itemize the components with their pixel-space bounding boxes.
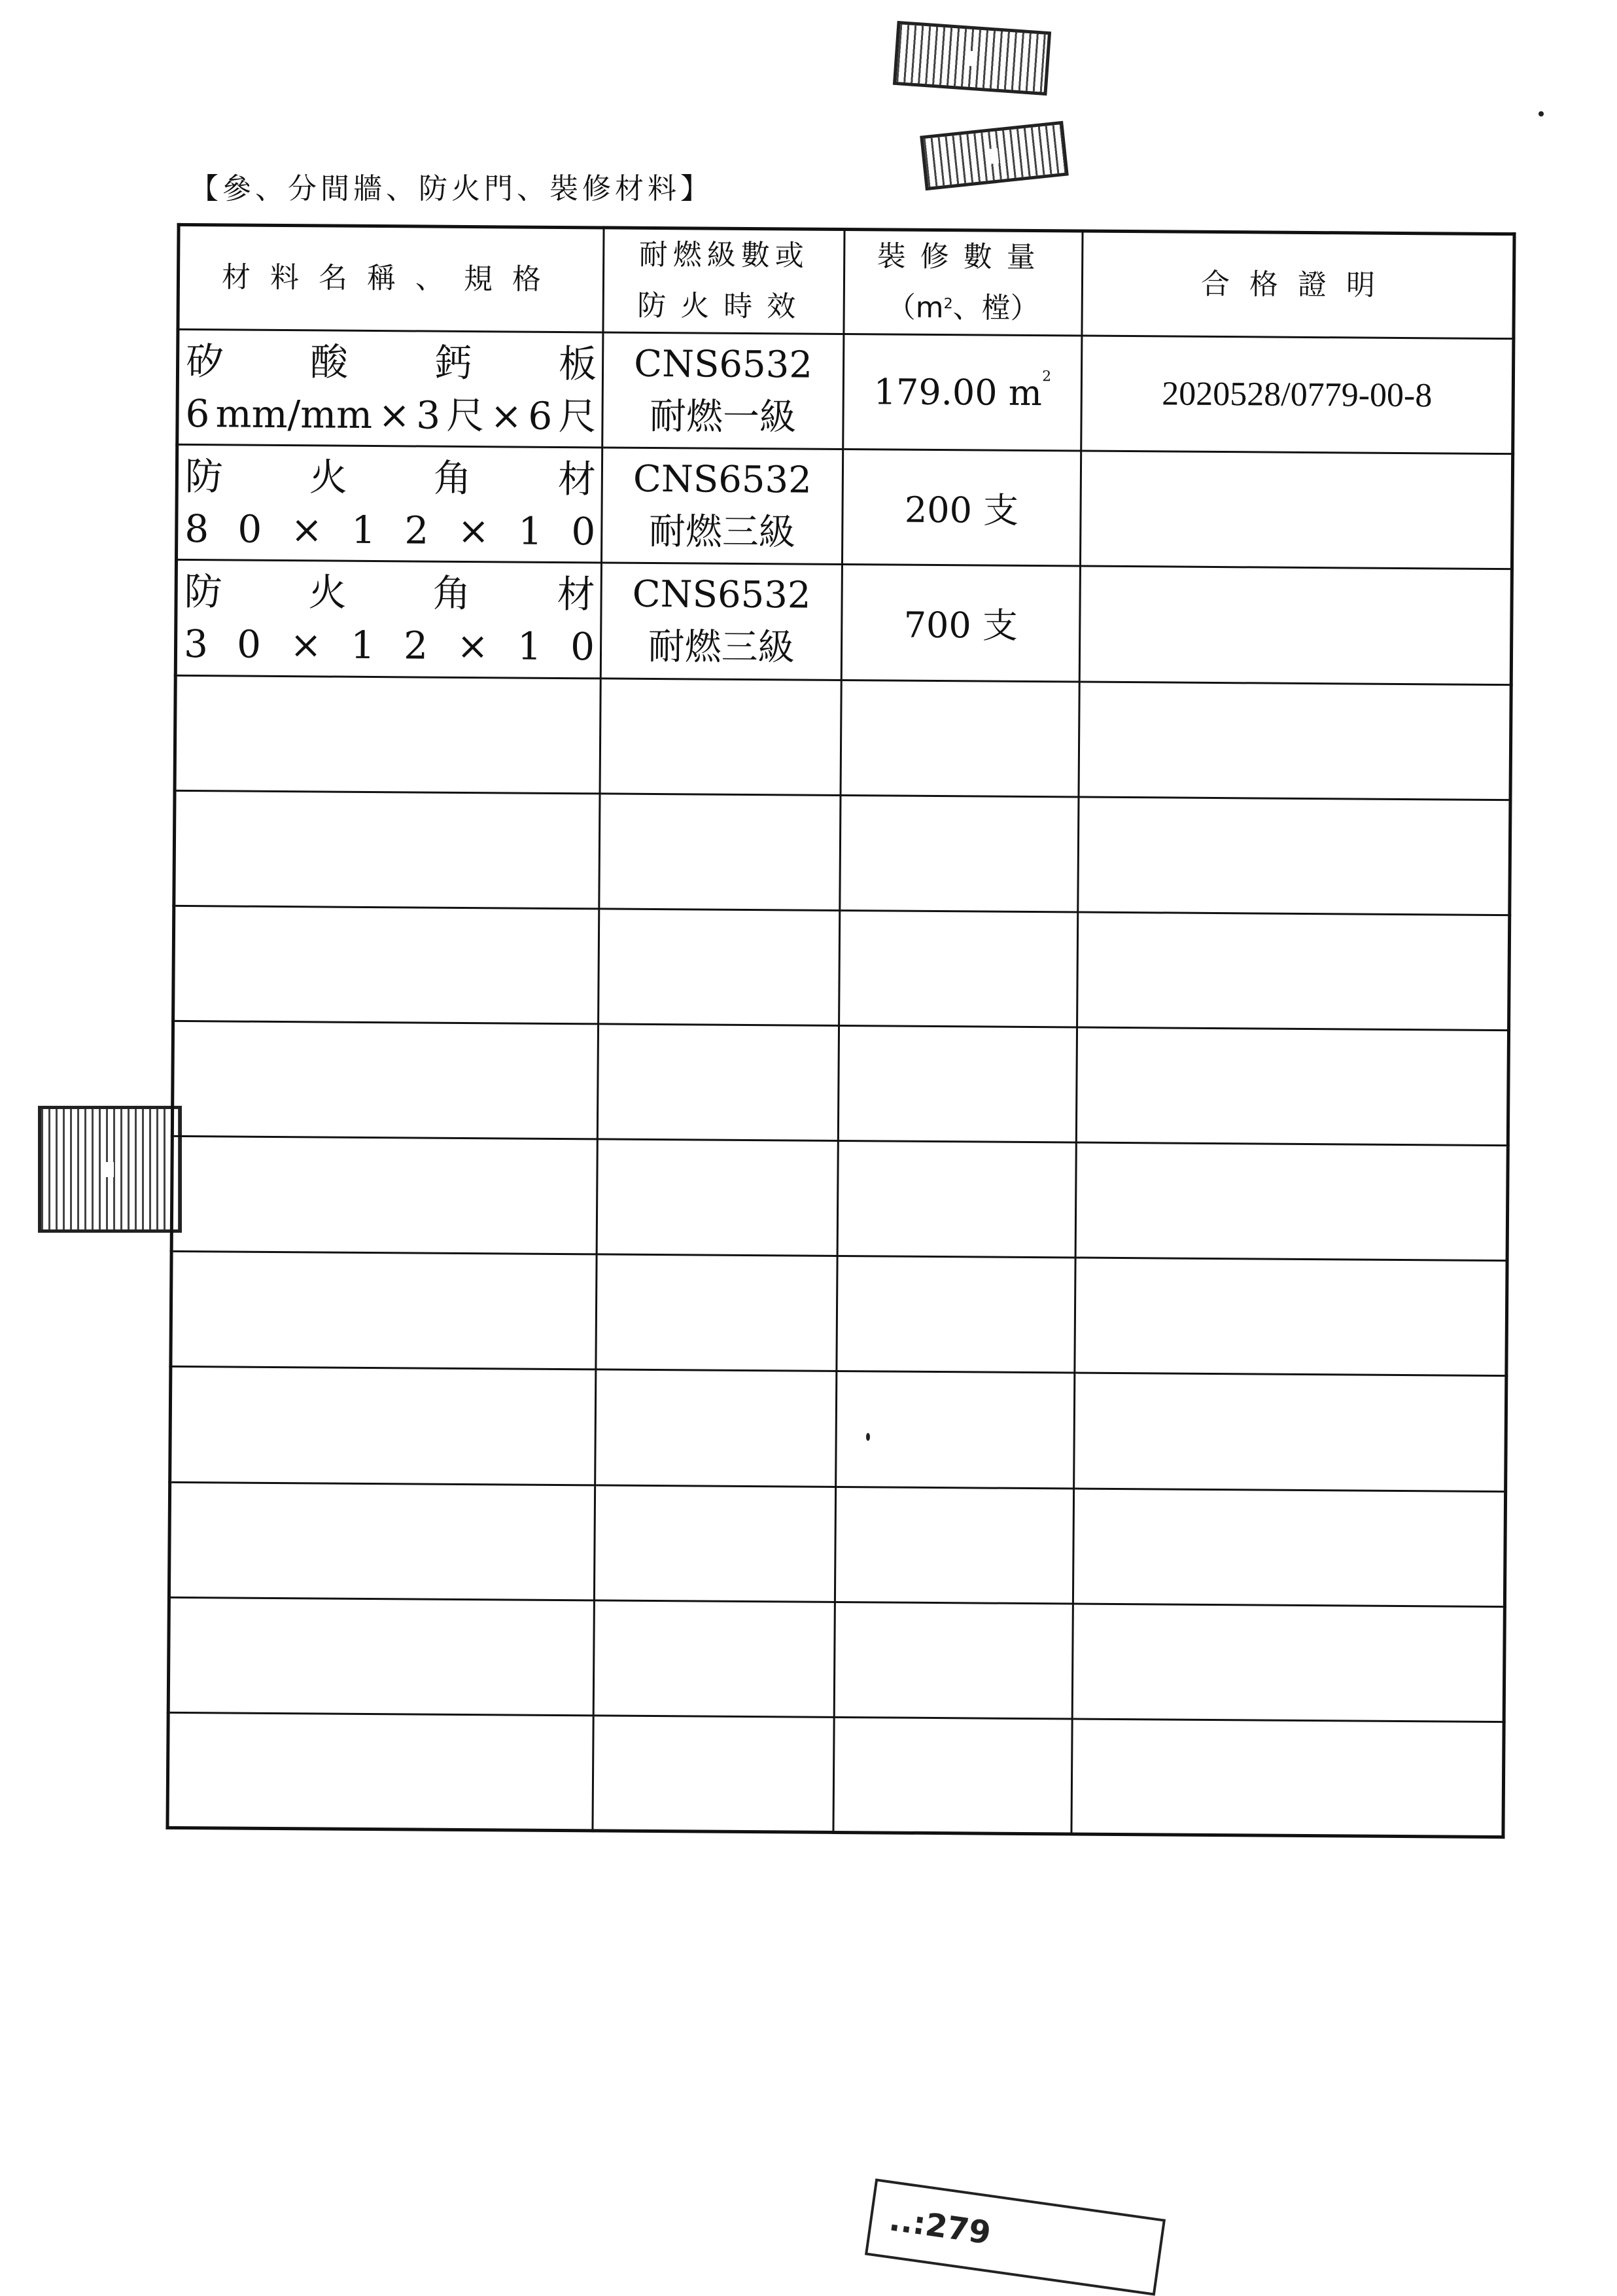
- table-header-row: [178, 224, 1514, 338]
- table-row: [171, 1252, 1507, 1376]
- table-row: [171, 1136, 1508, 1260]
- material-name-glyph: 防: [184, 565, 222, 618]
- material-name-glyph: ×: [290, 503, 322, 556]
- fire-rating-cell: [593, 1600, 835, 1718]
- material-name-glyph: 材: [558, 453, 597, 505]
- header-certificate: 合格證明: [1082, 231, 1514, 339]
- material-name-glyph: 矽: [186, 335, 224, 387]
- material-name-glyph: 6: [528, 389, 552, 442]
- header-fire-rating-line2: 防火時效: [604, 281, 843, 334]
- material-name-glyph: 3: [416, 389, 440, 441]
- material-name-glyph: 0: [237, 618, 261, 671]
- material-name-glyph: 尺: [446, 389, 485, 441]
- material-name-line: [177, 618, 600, 673]
- material-name-glyph: 防: [185, 450, 224, 503]
- material-name-glyph: 1: [517, 620, 542, 673]
- header-quantity-line1: 裝修數量: [845, 231, 1082, 284]
- quantity-cell: [836, 1371, 1075, 1489]
- table-row: [174, 790, 1510, 915]
- material-name-glyph: 6: [185, 387, 209, 440]
- material-name-glyph: 3: [184, 618, 208, 670]
- material-name-glyph: 0: [570, 620, 595, 673]
- cns-standard: CNS6532: [604, 338, 843, 392]
- cns-standard: CNS6532: [603, 453, 843, 507]
- material-name-glyph: 1: [518, 504, 542, 557]
- quantity-cell: [840, 795, 1079, 912]
- scan-speck: [1539, 111, 1544, 116]
- certificate-cell: [1075, 1258, 1507, 1376]
- material-name-cell: [173, 906, 599, 1024]
- fire-rating-cell: [593, 1716, 834, 1833]
- material-name-glyph: ×: [457, 504, 489, 557]
- table-row: [172, 1021, 1508, 1145]
- header-quantity: [844, 230, 1083, 336]
- fire-rating-cell: [597, 1024, 839, 1141]
- certificate-cell: [1071, 1719, 1504, 1837]
- material-name-cell: [169, 1482, 595, 1600]
- material-name-glyph: ×: [290, 618, 322, 671]
- material-name-line: [178, 503, 601, 558]
- quantity-value: 200 支: [905, 489, 1019, 531]
- material-name-cell: [171, 1252, 597, 1370]
- material-name-glyph: 板: [559, 338, 597, 390]
- material-name-glyph: 8: [184, 503, 209, 555]
- stamp-top-2: [920, 121, 1069, 191]
- quantity-cell: [837, 1141, 1076, 1258]
- material-name-cell: [175, 675, 600, 794]
- material-name-glyph: 火: [309, 451, 348, 503]
- material-name-line: [179, 450, 602, 506]
- material-name-glyph: 角: [434, 451, 472, 504]
- table-row: [177, 330, 1514, 454]
- material-name-line: [177, 565, 600, 621]
- materials-table: [165, 223, 1516, 1839]
- header-fire-rating: [603, 228, 844, 334]
- stamp-left-mark: [106, 1162, 114, 1177]
- certificate-cell: [1080, 451, 1512, 569]
- quantity-cell: [835, 1487, 1073, 1604]
- material-name-glyph: ×: [378, 389, 410, 441]
- certificate-cell: [1076, 1027, 1508, 1146]
- certificate-cell: [1079, 566, 1512, 684]
- material-name-glyph: mm/mm: [215, 387, 372, 441]
- material-name-glyph: 尺: [558, 390, 597, 442]
- stamp-left-margin: [38, 1106, 182, 1233]
- cns-standard: CNS6532: [602, 568, 841, 622]
- header-quantity-line2: （$m^2$、樘）: [844, 282, 1081, 335]
- material-name-cell: [168, 1597, 594, 1716]
- certificate-number: 2020528/0779-00-8: [1162, 376, 1432, 415]
- material-name-glyph: 2: [404, 619, 428, 671]
- material-name-glyph: 1: [351, 504, 375, 556]
- quantity-cell: [841, 565, 1080, 682]
- table-row: [168, 1597, 1504, 1722]
- fire-rating-cell: [601, 448, 843, 565]
- scan-speck: [866, 1433, 870, 1441]
- material-name-cell: [174, 790, 600, 909]
- fire-rating-cell: [602, 332, 844, 450]
- certificate-cell: [1075, 1142, 1508, 1261]
- material-name-cell: [172, 1021, 598, 1139]
- material-name-glyph: ×: [457, 620, 489, 672]
- material-name-line: [179, 387, 602, 443]
- quantity-value: 179.00 m: [873, 372, 1042, 414]
- material-name-line: [179, 335, 602, 391]
- fire-rating-cell: [596, 1254, 837, 1371]
- material-name-glyph: ×: [490, 389, 522, 442]
- fire-rating-cell: [599, 794, 841, 911]
- section-heading: 【參、分間牆、防火門、裝修材料】: [190, 165, 713, 207]
- header-material-name: 材料名稱、規格: [178, 224, 604, 332]
- stamp-top-2-mark: ​: [990, 148, 999, 164]
- stamp-top-1-mark: ​: [967, 50, 977, 66]
- quantity-cell: [841, 680, 1079, 797]
- quantity-cell: [837, 1256, 1075, 1373]
- material-name-cell: [171, 1136, 597, 1254]
- table-row: [169, 1482, 1505, 1606]
- quantity-cell: [842, 450, 1081, 567]
- quantity-cell: [843, 334, 1082, 451]
- material-name-glyph: 0: [237, 503, 262, 555]
- certificate-cell: [1074, 1373, 1506, 1491]
- table-row: [175, 560, 1512, 684]
- material-name-cell: [167, 1712, 593, 1831]
- material-name-glyph: 鈣: [434, 336, 473, 389]
- table-row: [167, 1712, 1504, 1837]
- material-name-glyph: 材: [557, 568, 595, 620]
- certificate-cell: [1079, 682, 1511, 800]
- stamp-bottom: [865, 2178, 1166, 2295]
- fire-rating-cell: [595, 1369, 837, 1487]
- material-name-cell: [176, 445, 602, 563]
- material-name-glyph: 2: [404, 504, 428, 556]
- quantity-cell: [833, 1717, 1072, 1834]
- certificate-cell: [1078, 797, 1510, 915]
- fire-rating-cell: [599, 909, 840, 1026]
- quantity-cell: [838, 1025, 1077, 1142]
- material-name-glyph: 酸: [310, 336, 349, 388]
- quantity-cell: [839, 910, 1078, 1027]
- table-row: [175, 675, 1511, 800]
- quantity-unit-superscript: 2: [1042, 368, 1051, 385]
- fire-rating-grade: 耐燃三級: [602, 620, 841, 675]
- table-row: [173, 906, 1510, 1030]
- material-name-glyph: 角: [432, 567, 471, 620]
- material-name-glyph: 1: [351, 619, 375, 671]
- material-name-cell: [177, 330, 603, 448]
- material-name-glyph: 火: [308, 566, 347, 618]
- stamp-top-1: [893, 21, 1051, 96]
- material-name-glyph: 0: [571, 505, 595, 557]
- table-row: [176, 445, 1512, 569]
- stamp-bottom-text: ..:279: [883, 2199, 998, 2253]
- material-name-cell: [170, 1367, 596, 1485]
- certificate-cell: [1072, 1604, 1504, 1722]
- certificate-cell: [1077, 912, 1510, 1031]
- fire-rating-grade: 耐燃三級: [602, 505, 842, 559]
- material-name-cell: [175, 560, 601, 679]
- certificate-cell: [1073, 1489, 1505, 1607]
- fire-rating-cell: [600, 678, 841, 795]
- certificate-cell: [1081, 336, 1514, 454]
- quantity-value: 700 支: [903, 605, 1018, 646]
- table-row: [170, 1367, 1506, 1491]
- fire-rating-grade: 耐燃一級: [603, 390, 843, 444]
- quantity-cell: [834, 1602, 1073, 1719]
- fire-rating-cell: [594, 1485, 835, 1602]
- fire-rating-cell: [597, 1139, 838, 1256]
- header-fire-rating-line1: 耐燃級數或: [604, 230, 844, 283]
- fire-rating-cell: [600, 563, 842, 680]
